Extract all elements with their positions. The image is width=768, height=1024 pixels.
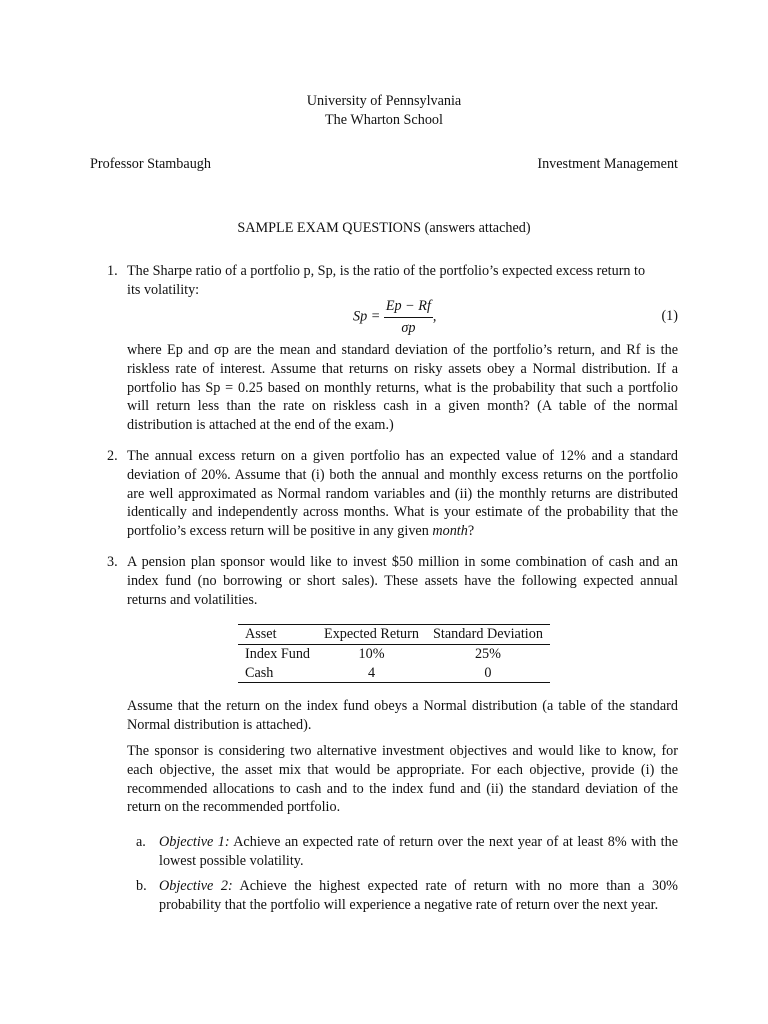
q2-emphasis: month [432, 523, 468, 540]
table-cell: 0 [426, 664, 550, 683]
equation-denominator: σp [401, 319, 416, 336]
objective-a-title: Objective 1: [159, 834, 230, 850]
table-cell: Cash [238, 664, 317, 683]
table-cell: 25% [474, 645, 501, 662]
objective-a-label: a. [136, 834, 146, 850]
q1-line1: The Sharpe ratio of a portfolio p, Sp, is the ratio of the portfolio’s expected excess return to [127, 263, 646, 279]
q2-text: The annual excess return on a given portfolio has an expected value of 12% and a standard deviation of 20%. Assume that (i) both the annual and monthly excess returns on the portfolio are well approximated as Normal random variables and (ii) the monthly returns are distributed identically and independently across months. What is your estimate of the probability that the portfolio’s excess return will be positive in any given [127, 448, 678, 540]
equation-tail: , [432, 308, 437, 325]
q1-line2: its volatility: [127, 282, 200, 298]
q3-number: 3. [107, 554, 118, 570]
asset-table-wrap [238, 624, 550, 683]
table-cell: 4 [317, 664, 426, 683]
q1-paragraph: where Ep and σp are the mean and standard deviation of the portfolio’s return, and Rf is the riskless rate of interest. Assume that returns on risky assets obey a Normal distribution. If a portfolio has Sp = 0.25 based on monthly returns, what is the probability that such a portfolio will return less than the rate on riskless cash in a given month? (A table of the normal distribution is attached at the end of the exam.) [127, 342, 678, 434]
q2-paragraph [127, 447, 678, 541]
q3-paragraph-2: Assume that the return on the index fund obeys a Normal distribution (a table of the standard Normal distribution is attached). [127, 698, 678, 733]
q3-paragraph-3: The sponsor is considering two alternative investment objectives and would like to know, for each objective, the asset mix that would be appropriate. For each objective, provide (i) the recommended allocations to cash and to the index fund and (ii) the standard deviation of the return on the recommended portfolio. [127, 743, 678, 816]
q2-number: 2. [107, 448, 118, 464]
table-header-cell: Standard Deviation [426, 625, 550, 645]
header-school: The Wharton School [325, 112, 443, 128]
objective-b-label: b. [136, 878, 147, 894]
table-cell: 10% [358, 645, 385, 662]
table-cell: Index Fund [245, 645, 311, 662]
table-header-cell: Asset [238, 625, 317, 645]
equation-label: (1) [661, 308, 678, 324]
table-header-row [238, 625, 550, 645]
q2-text-end: ? [467, 523, 475, 540]
header-professor: Professor Stambaugh [90, 156, 211, 172]
equation-numerator: Ep − Rf [384, 297, 433, 318]
asset-table [238, 624, 550, 683]
objective-b-text: Achieve the highest expected rate of return with no more than a 30% probability that the portfolio will experience a negative rate of return over the next year. [159, 878, 678, 913]
objective-b [159, 877, 678, 915]
q1-equation [353, 297, 436, 338]
objective-a-text: Achieve an expected rate of return over the next year of at least 8% with the lowest possible volatility. [159, 834, 679, 869]
q3-intro: A pension plan sponsor would like to invest $50 million in some combination of cash and an index fund (no borrowing or short sales). These assets have the following expected annual returns and volatilities. [127, 554, 678, 608]
table-header-cell: Expected Return [317, 625, 426, 645]
equation-fraction [384, 297, 433, 338]
table-row [238, 664, 550, 683]
table-row [238, 644, 550, 663]
header-course: Investment Management [537, 156, 678, 172]
objective-b-title: Objective 2: [159, 878, 233, 894]
exam-title: SAMPLE EXAM QUESTIONS (answers attached) [237, 220, 531, 236]
q1-number: 1. [107, 263, 118, 279]
objective-a [159, 833, 678, 871]
equation-lhs: Sp = [353, 308, 381, 325]
header-university: University of Pennsylvania [306, 93, 462, 109]
